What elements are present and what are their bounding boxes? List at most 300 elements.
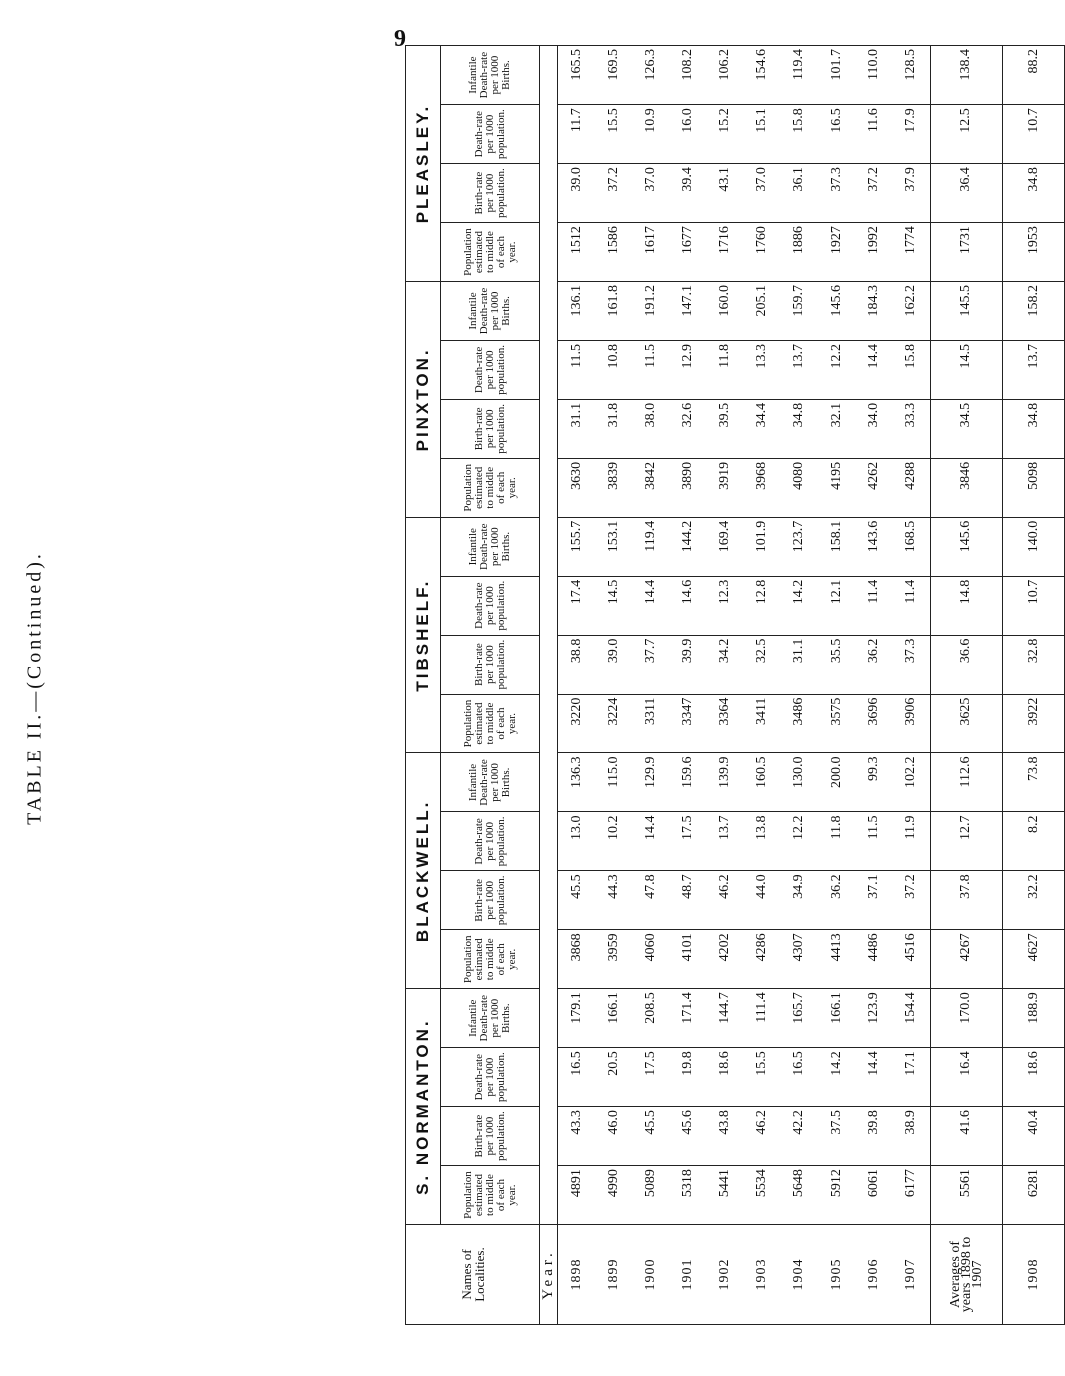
value-cell: 4202 xyxy=(707,930,744,989)
value-cell: 3224 xyxy=(595,694,632,753)
value-cell: 38.9 xyxy=(892,1107,930,1166)
value-cell: 160.5 xyxy=(744,753,781,812)
year-cell: 1901 xyxy=(670,1225,707,1325)
value-cell: 32.1 xyxy=(818,399,855,458)
value-cell: 31.1 xyxy=(558,399,596,458)
value-cell: 162.2 xyxy=(892,282,930,341)
value-cell: 144.7 xyxy=(707,989,744,1048)
value-cell: 154.4 xyxy=(892,989,930,1048)
value-cell: 119.4 xyxy=(781,46,818,105)
year-cell: 1899 xyxy=(595,1225,632,1325)
value-cell: 6281 xyxy=(1003,1166,1065,1225)
value-cell: 136.1 xyxy=(558,282,596,341)
value-cell: 208.5 xyxy=(633,989,670,1048)
value-cell: 123.7 xyxy=(781,517,818,576)
value-cell: 10.7 xyxy=(1003,576,1065,635)
value-cell: 19.8 xyxy=(670,1048,707,1107)
value-cell: 165.5 xyxy=(558,46,596,105)
value-cell: 15.5 xyxy=(595,105,632,164)
value-cell: 17.4 xyxy=(558,576,596,635)
value-cell: 44.3 xyxy=(595,871,632,930)
year-cell: 1907 xyxy=(892,1225,930,1325)
year-cell: 1904 xyxy=(781,1225,818,1325)
column-header: Infantile Death-rate per 1000 Births. xyxy=(441,753,540,812)
table-caption: TABLE II.—(Continued). xyxy=(23,551,46,825)
averages-row xyxy=(930,46,1002,1325)
value-cell: 12.7 xyxy=(930,812,1002,871)
value-cell: 5648 xyxy=(781,1166,818,1225)
value-cell: 31.1 xyxy=(781,635,818,694)
value-cell: 11.8 xyxy=(818,812,855,871)
value-cell: 205.1 xyxy=(744,282,781,341)
value-cell: 5441 xyxy=(707,1166,744,1225)
value-cell: 13.3 xyxy=(744,340,781,399)
value-cell: 5089 xyxy=(633,1166,670,1225)
value-cell: 4195 xyxy=(818,458,855,517)
value-cell: 11.5 xyxy=(855,812,892,871)
table-row xyxy=(558,46,596,1325)
table-row xyxy=(855,46,892,1325)
table-row xyxy=(707,46,744,1325)
value-cell: 179.1 xyxy=(558,989,596,1048)
value-cell: 16.5 xyxy=(818,105,855,164)
value-cell: 13.7 xyxy=(707,812,744,871)
value-cell: 45.5 xyxy=(558,871,596,930)
value-cell: 169.4 xyxy=(707,517,744,576)
value-cell: 13.0 xyxy=(558,812,596,871)
statistics-table xyxy=(405,45,1065,1325)
value-cell: 115.0 xyxy=(595,753,632,812)
value-cell: 5318 xyxy=(670,1166,707,1225)
names-of-localities-header: Names of Localities. xyxy=(406,1225,540,1325)
value-cell: 12.2 xyxy=(781,812,818,871)
value-cell: 160.0 xyxy=(707,282,744,341)
value-cell: 139.9 xyxy=(707,753,744,812)
value-cell: 41.6 xyxy=(930,1107,1002,1166)
value-cell: 169.5 xyxy=(595,46,632,105)
value-cell: 73.8 xyxy=(1003,753,1065,812)
value-cell: 154.6 xyxy=(744,46,781,105)
averages-row-label: Averages of years 1898 to 1907 xyxy=(930,1225,1002,1325)
value-cell: 161.8 xyxy=(595,282,632,341)
value-cell: 15.8 xyxy=(781,105,818,164)
value-cell: 138.4 xyxy=(930,46,1002,105)
column-header: Death-rate per 1000 population. xyxy=(441,1048,540,1107)
value-cell: 1586 xyxy=(595,223,632,282)
value-cell: 12.5 xyxy=(930,105,1002,164)
value-cell: 3347 xyxy=(670,694,707,753)
value-cell: 17.1 xyxy=(892,1048,930,1107)
value-cell: 147.1 xyxy=(670,282,707,341)
value-cell: 4891 xyxy=(558,1166,596,1225)
value-cell: 108.2 xyxy=(670,46,707,105)
value-cell: 170.0 xyxy=(930,989,1002,1048)
value-cell: 11.5 xyxy=(558,340,596,399)
value-cell: 37.0 xyxy=(744,164,781,223)
locality-header: S. NORMANTON. xyxy=(406,989,441,1225)
value-cell: 39.5 xyxy=(707,399,744,458)
value-cell: 159.6 xyxy=(670,753,707,812)
value-cell: 37.0 xyxy=(633,164,670,223)
value-cell: 166.1 xyxy=(595,989,632,1048)
value-cell: 165.7 xyxy=(781,989,818,1048)
value-cell: 20.5 xyxy=(595,1048,632,1107)
value-cell: 42.2 xyxy=(781,1107,818,1166)
value-cell: 38.8 xyxy=(558,635,596,694)
value-cell: 37.9 xyxy=(892,164,930,223)
value-cell: 126.3 xyxy=(633,46,670,105)
value-cell: 35.5 xyxy=(818,635,855,694)
value-cell: 1760 xyxy=(744,223,781,282)
value-cell: 3922 xyxy=(1003,694,1065,753)
value-cell: 136.3 xyxy=(558,753,596,812)
value-cell: 17.5 xyxy=(633,1048,670,1107)
value-cell: 37.3 xyxy=(892,635,930,694)
value-cell: 36.2 xyxy=(818,871,855,930)
value-cell: 3890 xyxy=(670,458,707,517)
value-cell: 15.1 xyxy=(744,105,781,164)
value-cell: 40.4 xyxy=(1003,1107,1065,1166)
value-cell: 111.4 xyxy=(744,989,781,1048)
column-header: Death-rate per 1000 population. xyxy=(441,576,540,635)
table-row xyxy=(818,46,855,1325)
value-cell: 14.2 xyxy=(818,1048,855,1107)
value-cell: 110.0 xyxy=(855,46,892,105)
column-header: Population estimated to middle of each year. xyxy=(441,458,540,517)
value-cell: 4516 xyxy=(892,930,930,989)
column-header: Birth-rate per 1000 population. xyxy=(441,1107,540,1166)
value-cell: 5534 xyxy=(744,1166,781,1225)
value-cell: 13.7 xyxy=(781,340,818,399)
year-cell: 1902 xyxy=(707,1225,744,1325)
value-cell: 5098 xyxy=(1003,458,1065,517)
value-cell: 1716 xyxy=(707,223,744,282)
yearly-rows xyxy=(558,46,931,1325)
year-header-row xyxy=(540,46,558,1325)
year-cell: 1900 xyxy=(633,1225,670,1325)
value-cell: 5912 xyxy=(818,1166,855,1225)
value-cell: 3959 xyxy=(595,930,632,989)
value-cell: 46.2 xyxy=(744,1107,781,1166)
column-header: Death-rate per 1000 population. xyxy=(441,812,540,871)
value-cell: 11.4 xyxy=(892,576,930,635)
value-cell: 143.6 xyxy=(855,517,892,576)
value-cell: 15.5 xyxy=(744,1048,781,1107)
year-cell: 1898 xyxy=(558,1225,596,1325)
value-cell: 3411 xyxy=(744,694,781,753)
value-cell: 10.7 xyxy=(1003,105,1065,164)
value-cell: 14.2 xyxy=(781,576,818,635)
value-cell: 37.2 xyxy=(892,871,930,930)
value-cell: 14.5 xyxy=(930,340,1002,399)
value-cell: 12.8 xyxy=(744,576,781,635)
value-cell: 39.8 xyxy=(855,1107,892,1166)
value-cell: 36.6 xyxy=(930,635,1002,694)
value-cell: 32.5 xyxy=(744,635,781,694)
value-cell: 129.9 xyxy=(633,753,670,812)
value-cell: 43.8 xyxy=(707,1107,744,1166)
value-cell: 166.1 xyxy=(818,989,855,1048)
value-cell: 14.5 xyxy=(595,576,632,635)
value-cell: 11.9 xyxy=(892,812,930,871)
value-cell: 45.5 xyxy=(633,1107,670,1166)
locality-header: TIBSHELF. xyxy=(406,517,441,753)
value-cell: 4486 xyxy=(855,930,892,989)
value-cell: 34.8 xyxy=(1003,399,1065,458)
value-cell: 1953 xyxy=(1003,223,1065,282)
value-cell: 4413 xyxy=(818,930,855,989)
value-cell: 46.2 xyxy=(707,871,744,930)
value-cell: 4990 xyxy=(595,1166,632,1225)
value-cell: 12.2 xyxy=(818,340,855,399)
value-cell: 145.6 xyxy=(818,282,855,341)
value-cell: 155.7 xyxy=(558,517,596,576)
value-cell: 14.4 xyxy=(633,812,670,871)
value-cell: 4286 xyxy=(744,930,781,989)
column-header: Birth-rate per 1000 population. xyxy=(441,164,540,223)
value-cell: 34.8 xyxy=(781,399,818,458)
value-cell: 34.4 xyxy=(744,399,781,458)
value-cell: 10.9 xyxy=(633,105,670,164)
value-cell: 11.8 xyxy=(707,340,744,399)
value-cell: 184.3 xyxy=(855,282,892,341)
value-cell: 34.9 xyxy=(781,871,818,930)
value-cell: 168.5 xyxy=(892,517,930,576)
value-cell: 3311 xyxy=(633,694,670,753)
value-cell: 14.4 xyxy=(633,576,670,635)
value-cell: 128.5 xyxy=(892,46,930,105)
value-cell: 158.1 xyxy=(818,517,855,576)
value-cell: 101.9 xyxy=(744,517,781,576)
value-cell: 32.8 xyxy=(1003,635,1065,694)
value-cell: 1617 xyxy=(633,223,670,282)
value-cell: 11.7 xyxy=(558,105,596,164)
value-cell: 34.8 xyxy=(1003,164,1065,223)
value-cell: 37.5 xyxy=(818,1107,855,1166)
value-cell: 45.6 xyxy=(670,1107,707,1166)
value-cell: 4627 xyxy=(1003,930,1065,989)
value-cell: 12.3 xyxy=(707,576,744,635)
table-row xyxy=(892,46,930,1325)
value-cell: 34.5 xyxy=(930,399,1002,458)
value-cell: 1731 xyxy=(930,223,1002,282)
value-cell: 16.0 xyxy=(670,105,707,164)
value-cell: 144.2 xyxy=(670,517,707,576)
column-header: Death-rate per 1000 population. xyxy=(441,105,540,164)
value-cell: 4060 xyxy=(633,930,670,989)
value-cell: 3630 xyxy=(558,458,596,517)
value-cell: 12.1 xyxy=(818,576,855,635)
value-cell: 44.0 xyxy=(744,871,781,930)
value-cell: 34.0 xyxy=(855,399,892,458)
value-cell: 32.6 xyxy=(670,399,707,458)
last-year-row xyxy=(1003,46,1065,1325)
value-cell: 36.4 xyxy=(930,164,1002,223)
value-cell: 8.2 xyxy=(1003,812,1065,871)
year-header: Year. xyxy=(540,1225,558,1325)
year-header-filler xyxy=(540,46,558,1225)
column-header: Death-rate per 1000 population. xyxy=(441,340,540,399)
value-cell: 3906 xyxy=(892,694,930,753)
last-year-row-label: 1908 xyxy=(1003,1225,1065,1325)
table-row xyxy=(633,46,670,1325)
value-cell: 36.2 xyxy=(855,635,892,694)
value-cell: 11.5 xyxy=(633,340,670,399)
value-cell: 17.9 xyxy=(892,105,930,164)
value-cell: 14.4 xyxy=(855,1048,892,1107)
value-cell: 4307 xyxy=(781,930,818,989)
value-cell: 3919 xyxy=(707,458,744,517)
value-cell: 32.2 xyxy=(1003,871,1065,930)
value-cell: 36.1 xyxy=(781,164,818,223)
year-cell: 1905 xyxy=(818,1225,855,1325)
table-row xyxy=(781,46,818,1325)
value-cell: 47.8 xyxy=(633,871,670,930)
value-cell: 31.8 xyxy=(595,399,632,458)
value-cell: 4288 xyxy=(892,458,930,517)
value-cell: 145.6 xyxy=(930,517,1002,576)
value-cell: 4267 xyxy=(930,930,1002,989)
value-cell: 11.4 xyxy=(855,576,892,635)
value-cell: 130.0 xyxy=(781,753,818,812)
value-cell: 6177 xyxy=(892,1166,930,1225)
value-cell: 99.3 xyxy=(855,753,892,812)
averages-rows xyxy=(930,46,1002,1325)
value-cell: 3625 xyxy=(930,694,1002,753)
value-cell: 1677 xyxy=(670,223,707,282)
value-cell: 4101 xyxy=(670,930,707,989)
value-cell: 4080 xyxy=(781,458,818,517)
value-cell: 191.2 xyxy=(633,282,670,341)
page-number: 9 xyxy=(394,26,406,52)
value-cell: 39.9 xyxy=(670,635,707,694)
value-cell: 4262 xyxy=(855,458,892,517)
value-cell: 158.2 xyxy=(1003,282,1065,341)
value-cell: 16.5 xyxy=(558,1048,596,1107)
value-cell: 12.9 xyxy=(670,340,707,399)
value-cell: 11.6 xyxy=(855,105,892,164)
value-cell: 123.9 xyxy=(855,989,892,1048)
year-cell: 1903 xyxy=(744,1225,781,1325)
value-cell: 37.8 xyxy=(930,871,1002,930)
value-cell: 102.2 xyxy=(892,753,930,812)
value-cell: 1927 xyxy=(818,223,855,282)
value-cell: 3364 xyxy=(707,694,744,753)
value-cell: 140.0 xyxy=(1003,517,1065,576)
column-header: Population estimated to middle of each year. xyxy=(441,930,540,989)
column-header: Infantile Death-rate per 1000 Births. xyxy=(441,989,540,1048)
column-header: Population estimated to middle of each year. xyxy=(441,1166,540,1225)
column-header: Birth-rate per 1000 population. xyxy=(441,635,540,694)
locality-header: BLACKWELL. xyxy=(406,753,441,989)
value-cell: 13.7 xyxy=(1003,340,1065,399)
value-cell: 43.3 xyxy=(558,1107,596,1166)
value-cell: 106.2 xyxy=(707,46,744,105)
value-cell: 37.3 xyxy=(818,164,855,223)
value-cell: 43.1 xyxy=(707,164,744,223)
year-cell: 1906 xyxy=(855,1225,892,1325)
value-cell: 3575 xyxy=(818,694,855,753)
value-cell: 200.0 xyxy=(818,753,855,812)
last-year-rows xyxy=(1003,46,1065,1325)
column-header-row xyxy=(441,46,540,1325)
value-cell: 1512 xyxy=(558,223,596,282)
column-header: Infantile Death-rate per 1000 Births. xyxy=(441,517,540,576)
value-cell: 3220 xyxy=(558,694,596,753)
value-cell: 17.5 xyxy=(670,812,707,871)
value-cell: 1886 xyxy=(781,223,818,282)
value-cell: 3846 xyxy=(930,458,1002,517)
column-header: Population estimated to middle of each year. xyxy=(441,694,540,753)
value-cell: 3968 xyxy=(744,458,781,517)
value-cell: 15.2 xyxy=(707,105,744,164)
value-cell: 3486 xyxy=(781,694,818,753)
value-cell: 37.2 xyxy=(855,164,892,223)
table-row xyxy=(744,46,781,1325)
value-cell: 5561 xyxy=(930,1166,1002,1225)
value-cell: 101.7 xyxy=(818,46,855,105)
value-cell: 16.5 xyxy=(781,1048,818,1107)
value-cell: 119.4 xyxy=(633,517,670,576)
locality-header-row xyxy=(406,46,441,1325)
value-cell: 10.2 xyxy=(595,812,632,871)
column-header: Infantile Death-rate per 1000 Births. xyxy=(441,46,540,105)
value-cell: 88.2 xyxy=(1003,46,1065,105)
value-cell: 39.0 xyxy=(595,635,632,694)
value-cell: 34.2 xyxy=(707,635,744,694)
value-cell: 37.2 xyxy=(595,164,632,223)
locality-header: PINXTON. xyxy=(406,282,441,518)
column-header: Population estimated to middle of each year. xyxy=(441,223,540,282)
value-cell: 37.1 xyxy=(855,871,892,930)
locality-header: PLEASLEY. xyxy=(406,46,441,282)
value-cell: 145.5 xyxy=(930,282,1002,341)
value-cell: 6061 xyxy=(855,1166,892,1225)
value-cell: 14.8 xyxy=(930,576,1002,635)
value-cell: 48.7 xyxy=(670,871,707,930)
value-cell: 38.0 xyxy=(633,399,670,458)
value-cell: 1774 xyxy=(892,223,930,282)
value-cell: 14.6 xyxy=(670,576,707,635)
value-cell: 33.3 xyxy=(892,399,930,458)
value-cell: 3839 xyxy=(595,458,632,517)
table-row xyxy=(670,46,707,1325)
value-cell: 171.4 xyxy=(670,989,707,1048)
value-cell: 15.8 xyxy=(892,340,930,399)
value-cell: 10.8 xyxy=(595,340,632,399)
value-cell: 18.6 xyxy=(707,1048,744,1107)
table-container xyxy=(405,45,1065,1325)
value-cell: 39.4 xyxy=(670,164,707,223)
value-cell: 112.6 xyxy=(930,753,1002,812)
value-cell: 3868 xyxy=(558,930,596,989)
column-header: Birth-rate per 1000 population. xyxy=(441,871,540,930)
column-header: Birth-rate per 1000 population. xyxy=(441,399,540,458)
value-cell: 37.7 xyxy=(633,635,670,694)
value-cell: 1992 xyxy=(855,223,892,282)
value-cell: 159.7 xyxy=(781,282,818,341)
value-cell: 13.8 xyxy=(744,812,781,871)
value-cell: 46.0 xyxy=(595,1107,632,1166)
value-cell: 18.6 xyxy=(1003,1048,1065,1107)
value-cell: 16.4 xyxy=(930,1048,1002,1107)
value-cell: 188.9 xyxy=(1003,989,1065,1048)
value-cell: 3696 xyxy=(855,694,892,753)
value-cell: 39.0 xyxy=(558,164,596,223)
value-cell: 3842 xyxy=(633,458,670,517)
value-cell: 14.4 xyxy=(855,340,892,399)
value-cell: 153.1 xyxy=(595,517,632,576)
